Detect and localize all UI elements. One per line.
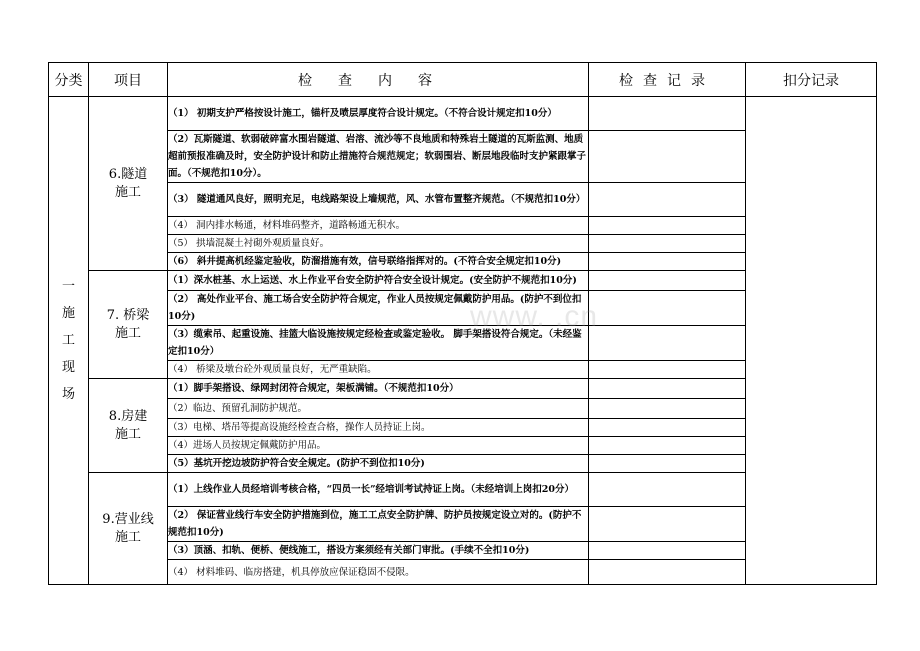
check-item: （1）上线作业人员经培训考核合格，“四员一长”经培训考试持证上岗。（未经培训上岗扣20分） <box>168 473 589 507</box>
header-category: 分类 <box>49 63 89 97</box>
record-cell[interactable] <box>589 217 746 235</box>
record-cell[interactable] <box>589 271 746 291</box>
record-cell[interactable] <box>589 507 746 542</box>
record-cell[interactable] <box>589 399 746 419</box>
category-cell <box>49 97 89 585</box>
project-label: 6.隧道 <box>108 166 148 182</box>
record-cell[interactable] <box>589 419 746 437</box>
record-cell[interactable] <box>589 326 746 361</box>
header-row <box>49 63 877 97</box>
check-item: （2） 高处作业平台、施工场合安全防护符合规定，作业人员按规定佩戴防护用品。(防护不到位扣10分) <box>168 291 589 326</box>
category-char: 现 <box>61 360 75 375</box>
watermark: www. .cn <box>470 300 599 333</box>
record-cell[interactable] <box>589 473 746 507</box>
project-cell <box>89 379 168 473</box>
record-cell[interactable] <box>589 291 746 326</box>
check-item: （3）缆索吊、起重设施、挂篮大临设施按规定经检查或鉴定验收。 脚手架搭设符合规定。（未经鉴定扣10分） <box>168 326 589 361</box>
project-label: 施工 <box>114 184 141 200</box>
record-cell[interactable] <box>589 542 746 560</box>
project-label: 7. 桥梁 <box>106 307 150 323</box>
check-item: （3）顶涵、扣轨、便桥、便线施工，搭设方案须经有关部门审批。(手续不全扣10分) <box>168 542 589 560</box>
category-char: 工 <box>61 333 75 348</box>
check-item: （1）深水桩基、水上运送、水上作业平台安全防护符合安全设计规定。(安全防护不规范扣10分) <box>168 271 589 291</box>
inspection-table <box>48 62 877 585</box>
project-label: 施工 <box>114 426 141 442</box>
project-cell <box>89 271 168 379</box>
check-item: （5）基坑开挖边坡防护符合安全规定。(防护不到位扣10分) <box>168 455 589 473</box>
check-item: （5） 拱墙混凝土衬砌外观质量良好。 <box>168 235 589 253</box>
check-item: （6） 斜井提高机经鉴定验收，防溜措施有效，信号联络指挥对的。(不符合安全规定扣10分) <box>168 253 589 271</box>
check-item: （4）进场人员按规定佩戴防护用品。 <box>168 437 589 455</box>
category-char: 一 <box>61 279 75 294</box>
header-project: 项目 <box>89 63 168 97</box>
check-item: （3）电梯、塔吊等提高设施经检查合格，操作人员持证上岗。 <box>168 419 589 437</box>
record-cell[interactable] <box>589 437 746 455</box>
project-cell <box>89 97 168 271</box>
record-cell[interactable] <box>589 560 746 585</box>
record-cell[interactable] <box>589 183 746 217</box>
project-label: 8.房建 <box>108 408 148 424</box>
check-item: （2）瓦斯隧道、软弱破碎富水围岩隧道、岩溶、流沙等不良地质和特殊岩土隧道的瓦斯监测、地质超前预报准确及时，安全防护设计和防止措施符合规范规定；软弱围岩、断层地段临时支护紧跟掌子面。（不规范扣10分）。 <box>168 131 589 183</box>
check-item: （1） 初期支护严格按设计施工，锚杆及喷层厚度符合设计规定。（不符合设计规定扣10分） <box>168 97 589 131</box>
record-cell[interactable] <box>589 455 746 473</box>
check-item: （4） 洞内排水畅通，材料堆码整齐，道路畅通无积水。 <box>168 217 589 235</box>
record-cell[interactable] <box>589 253 746 271</box>
record-cell[interactable] <box>589 379 746 399</box>
header-content: 检查内容 <box>168 63 589 97</box>
record-cell[interactable] <box>589 361 746 379</box>
check-item: （2） 保证营业线行车安全防护措施到位，施工工点安全防护牌、防护员按规定设立对的。(防护不规范扣10分) <box>168 507 589 542</box>
header-deduction: 扣分记录 <box>746 63 877 97</box>
project-cell <box>89 473 168 585</box>
check-item: （4） 材料堆码、临房搭建，机具停放应保证稳固不侵限。 <box>168 560 589 585</box>
category-char: 场 <box>61 387 75 402</box>
category-char: 施 <box>61 306 75 321</box>
table-row <box>49 97 877 131</box>
check-item: （3） 隧道通风良好，照明充足，电线路架设上墙规范，风、水管布置整齐规范。（不规范扣10分） <box>168 183 589 217</box>
header-record: 检查记录 <box>589 63 746 97</box>
project-label: 9.营业线 <box>102 511 154 527</box>
record-cell[interactable] <box>589 97 746 131</box>
project-label: 施工 <box>114 529 141 545</box>
record-cell[interactable] <box>589 131 746 183</box>
deduction-cell[interactable] <box>746 97 877 585</box>
check-item: （4） 桥梁及墩台砼外观质量良好，无严重缺陷。 <box>168 361 589 379</box>
record-cell[interactable] <box>589 235 746 253</box>
project-label: 施工 <box>114 325 141 341</box>
check-item: （1）脚手架搭设、绿网封闭符合规定，架板满铺。（不规范扣10分） <box>168 379 589 399</box>
check-item: （2）临边、预留孔洞防护规范。 <box>168 399 589 419</box>
